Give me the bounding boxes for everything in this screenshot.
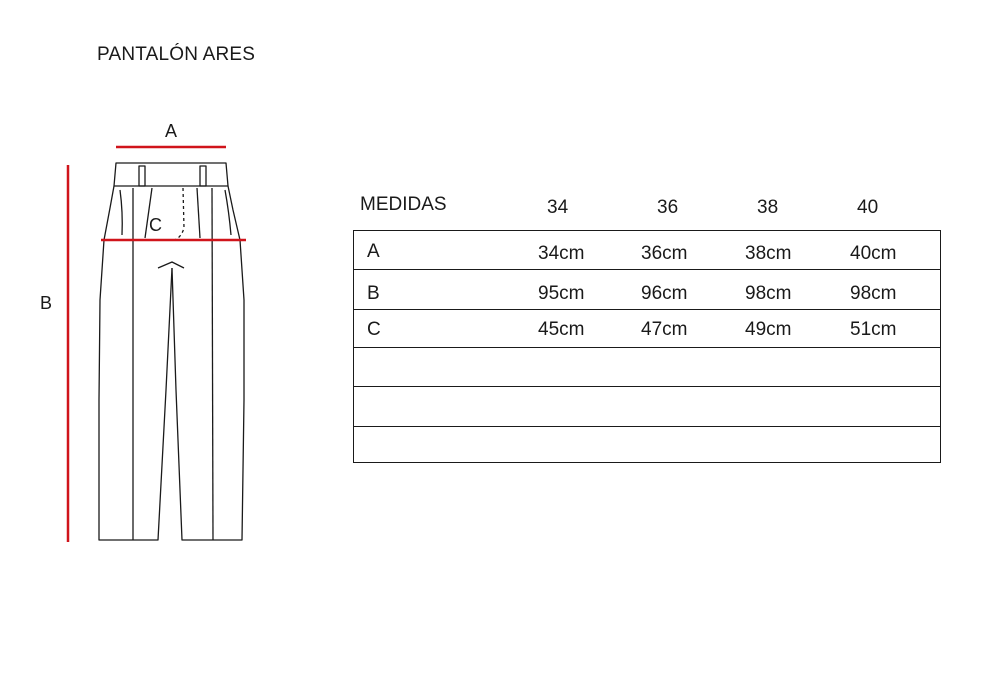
label-b: B xyxy=(40,293,53,313)
table-cell: 95cm xyxy=(538,283,585,304)
table-row xyxy=(354,427,940,462)
row-label: C xyxy=(367,319,381,340)
table-row xyxy=(354,348,940,387)
table-cell: 34cm xyxy=(538,243,585,264)
table-cell: 47cm xyxy=(641,319,688,340)
table-row xyxy=(354,310,940,348)
table-row xyxy=(354,231,940,270)
trousers-outline xyxy=(99,163,244,540)
table-row xyxy=(354,270,940,310)
size-table-header xyxy=(360,194,940,224)
table-cell: 45cm xyxy=(538,319,585,340)
table-cell: 40cm xyxy=(850,243,897,264)
size-34: 34 xyxy=(547,197,569,218)
table-cell: 96cm xyxy=(641,283,688,304)
label-a: A xyxy=(165,121,178,141)
row-label: B xyxy=(367,283,380,304)
table-cell: 98cm xyxy=(745,283,792,304)
row-label: A xyxy=(367,241,380,262)
trousers-diagram xyxy=(0,0,300,600)
size-36: 36 xyxy=(657,197,679,218)
table-cell: 51cm xyxy=(850,319,897,340)
table-cell: 98cm xyxy=(850,283,897,304)
table-cell: 38cm xyxy=(745,243,792,264)
size-40: 40 xyxy=(857,197,879,218)
product-title: PANTALÓN ARES xyxy=(97,44,256,65)
size-table xyxy=(353,230,941,463)
header-label: MEDIDAS xyxy=(360,194,447,215)
table-cell: 36cm xyxy=(641,243,688,264)
table-row xyxy=(354,387,940,427)
label-c: C xyxy=(149,215,162,235)
size-38: 38 xyxy=(757,197,779,218)
table-cell: 49cm xyxy=(745,319,792,340)
